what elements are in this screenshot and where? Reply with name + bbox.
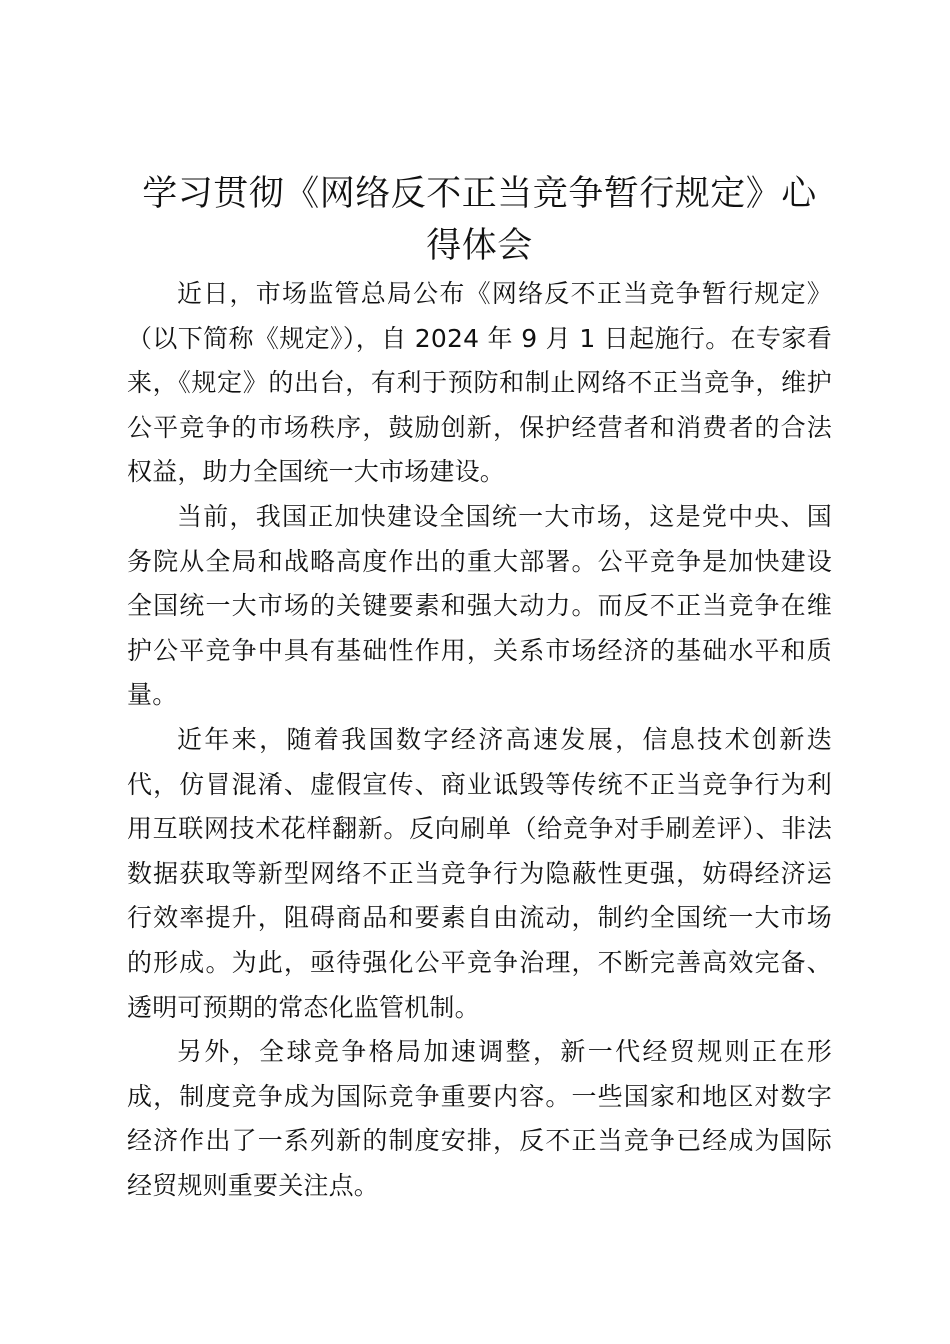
paragraph-1: 近日，市场监管总局公布《网络反不正当竞争暂行规定》（以下简称《规定》），自 2024 年 9 月 1 日起施行。在专家看来，《规定》的出台，有利于预防和制止网络不正当竞争，维护公平竞争的市场秩序，鼓励创新，保护经营者和消费者的合法权益，助力全国统一大市场建设。 xyxy=(127,279,832,487)
paragraph-3: 近年来，随着我国数字经济高速发展，信息技术创新迭代，仿冒混淆、虚假宣传、商业诋毁等传统不正当竞争行为利用互联网技术花样翻新。反向刷单（给竞争对手刷差评）、非法数据获取等新型网络不正当竞争行为隐蔽性更强，妨碍经济运行效率提升，阻碍商品和要素自由流动，制约全国统一大市场的形成。为此，亟待强化公平竞争治理，不断完善高效完备、透明可预期的常态化监管机制。 xyxy=(127,724,832,1022)
paragraph-2: 当前，我国正加快建设全国统一大市场，这是党中央、国务院从全局和战略高度作出的重大部署。公平竞争是加快建设全国统一大市场的关键要素和强大动力。而反不正当竞争在维护公平竞争中具有基础性作用，关系市场经济的基础水平和质量。 xyxy=(127,501,832,710)
document-title: 学习贯彻《网络反不正当竞争暂行规定》心得体会 xyxy=(142,174,817,266)
document-page xyxy=(127,168,832,1208)
paragraph-4: 另外，全球竞争格局加速调整，新一代经贸规则正在形成，制度竞争成为国际竞争重要内容。一些国家和地区对数字经济作出了一系列新的制度安排，反不正当竞争已经成为国际经贸规则重要关注点。 xyxy=(127,1037,832,1200)
